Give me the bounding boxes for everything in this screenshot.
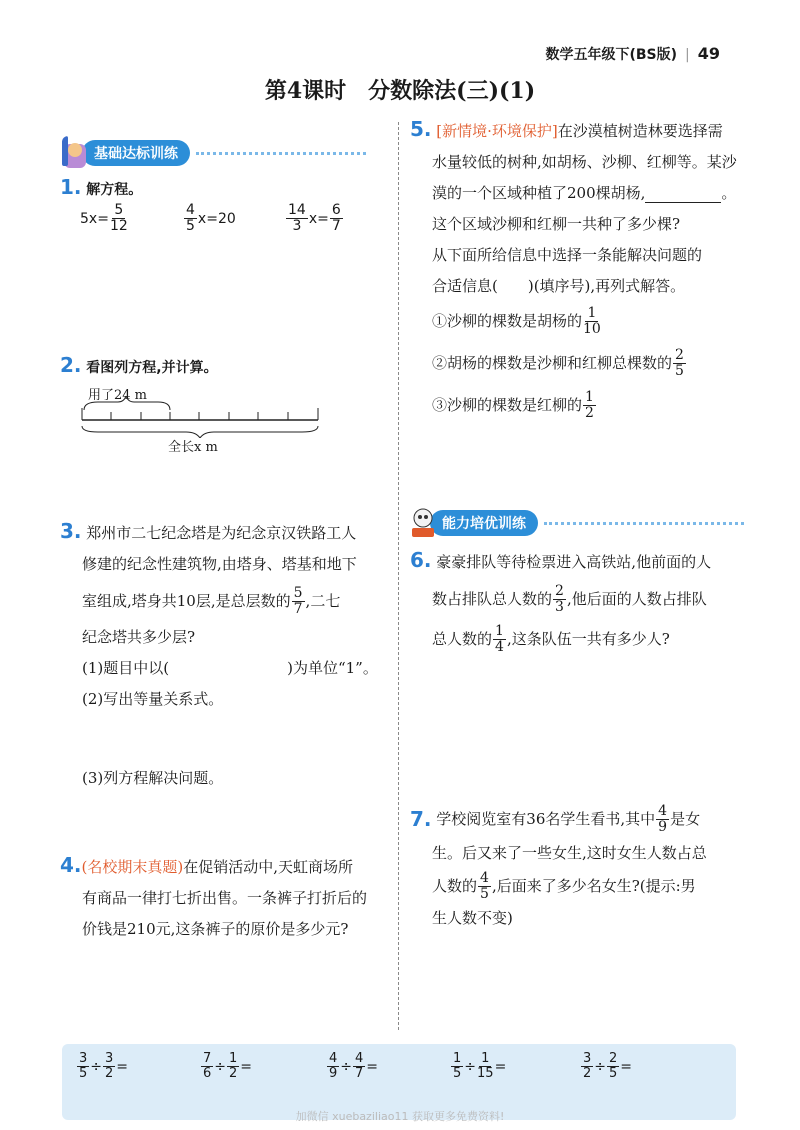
q6-line3a: 总人数的 — [432, 630, 493, 649]
question-7 — [410, 804, 750, 934]
calc4-a-den: 5 — [453, 1066, 462, 1082]
page-header: 数学五年级下(BS版) | 49 — [545, 44, 720, 63]
diagram-total-label: 全长x m — [168, 440, 218, 455]
q5-line3 — [410, 178, 750, 209]
q5-tag: [新情境·环境保护] — [436, 122, 558, 140]
divide-sign: ÷ — [340, 1058, 353, 1075]
banner-dots — [196, 152, 366, 155]
q5-option1 — [410, 306, 750, 338]
q7-line1b: 是女 — [670, 810, 701, 829]
question-5 — [410, 114, 750, 421]
q5-line1: 在沙漠植树造林要选择需 — [557, 122, 723, 140]
banner-dots-2 — [544, 522, 744, 525]
question-2 — [60, 350, 218, 384]
q5-o2-den: 5 — [675, 363, 684, 380]
equals-sign: = — [366, 1058, 379, 1075]
q7-line1 — [410, 804, 750, 836]
q7-line3a: 人数的 — [432, 877, 478, 896]
eq2-rhs: x=20 — [197, 210, 236, 227]
q7-frac1-den: 9 — [658, 819, 668, 836]
q5-o3-den: 2 — [585, 404, 594, 421]
page-number: 49 — [697, 44, 720, 63]
eq3-num2: 6 — [331, 202, 341, 218]
q6-line2 — [410, 584, 750, 616]
q3-line3b: ,二七 — [305, 592, 341, 611]
q4-number: 4. — [60, 853, 82, 877]
q7-frac2-den: 5 — [480, 886, 489, 903]
q1-number: 1. — [60, 175, 82, 199]
q4-tag: (名校期末真题) — [81, 858, 184, 876]
q6-line3 — [410, 624, 750, 656]
cat-mascot-icon — [62, 136, 88, 170]
q6-frac1-num: 2 — [555, 583, 564, 599]
divide-sign: ÷ — [214, 1058, 227, 1075]
calc5-b-num: 2 — [609, 1051, 618, 1066]
q6-line2b: ,他后面的人数占排队 — [566, 590, 707, 609]
q5-option2 — [410, 348, 750, 380]
q4-line1: 在促销活动中,天虹商场所 — [183, 858, 354, 876]
segment-diagram — [78, 396, 323, 438]
equals-sign: = — [240, 1058, 253, 1075]
q3-line3 — [60, 586, 390, 618]
q6-frac2-den: 4 — [495, 639, 504, 656]
equals-sign: = — [620, 1058, 633, 1075]
equals-sign: = — [494, 1058, 507, 1075]
divide-sign: ÷ — [594, 1058, 607, 1075]
q5-line4: 这个区域沙柳和红柳一共种了多少棵? — [432, 215, 681, 233]
question-4 — [60, 850, 395, 945]
diagram-used-label: 用了24 m — [88, 388, 148, 403]
q5-o3-num: 1 — [585, 388, 594, 405]
q5-number: 5. — [410, 117, 432, 141]
q7-line3 — [410, 871, 750, 903]
q7-number: 7. — [410, 807, 432, 832]
q5-option3-text: ③沙柳的棵数是红柳的 — [432, 395, 583, 414]
calc5-a-den: 2 — [583, 1066, 592, 1082]
divide-sign: ÷ — [90, 1058, 103, 1075]
calc4-a-num: 1 — [453, 1051, 462, 1066]
q5-line6: 合适信息( )(填序号),再列式解答。 — [432, 277, 686, 295]
eq3-den: 3 — [292, 218, 302, 235]
calc1-a-num: 3 — [79, 1051, 88, 1066]
column-divider — [398, 122, 399, 1030]
eq3-mid: x= — [308, 210, 329, 227]
eq1-den: 12 — [109, 218, 128, 235]
calc3-a-den: 9 — [329, 1066, 338, 1082]
eq3-den2: 7 — [331, 218, 341, 235]
q5-o1-den: 10 — [583, 321, 601, 338]
calc4-b-num: 1 — [481, 1051, 490, 1066]
q3-sub3: (3)列方程解决问题。 — [82, 768, 224, 787]
watermark: 加微信 xuebaziliao11 获取更多免费资料! — [295, 1110, 505, 1123]
eq2-den: 5 — [186, 218, 195, 235]
calc-item-1 — [76, 1052, 128, 1082]
q7-line2: 生。后又来了一些女生,这时女生人数占总 — [432, 843, 707, 862]
eq2-num: 4 — [186, 202, 195, 218]
calc5-b-den: 5 — [609, 1066, 618, 1082]
q5-answer-blank[interactable] — [645, 184, 721, 203]
q3-frac-den: 7 — [293, 601, 303, 618]
q6-line3b: ,这条队伍一共有多少人? — [506, 630, 670, 649]
calc-item-5 — [580, 1052, 632, 1082]
q4-line2: 有商品一律打七折出售。一条裤子打折后的 — [82, 889, 368, 907]
q5-option2-text: ②胡杨的棵数是沙柳和红柳总棵数的 — [432, 354, 673, 373]
q3-frac-num: 5 — [293, 585, 303, 601]
book-title: 数学五年级下(BS版) — [545, 47, 678, 63]
calc-item-4 — [450, 1052, 506, 1082]
calc1-b-num: 3 — [105, 1051, 114, 1066]
q3-line4: 纪念塔共多少层? — [82, 627, 196, 646]
q5-o2-num: 2 — [675, 346, 684, 363]
question-3 — [60, 516, 390, 794]
q3-sub1b: )为单位“1”。 — [287, 658, 378, 677]
q3-line2: 修建的纪念性建筑物,由塔身、塔基和地下 — [82, 555, 357, 573]
segment-ticks — [82, 408, 318, 420]
banner-basic-label: 基础达标训练 — [82, 140, 190, 166]
q5-option3 — [410, 390, 750, 422]
q3-line3a: 室组成,塔身共10层,是总层数的 — [82, 592, 291, 611]
q7-line3b: ,后面来了多少名女生?(提示:男 — [491, 877, 696, 896]
divide-sign: ÷ — [464, 1058, 477, 1075]
q5-o1-num: 1 — [587, 305, 597, 321]
eq1-lhs: 5x= — [80, 210, 109, 227]
q2-text: 看图列方程,并计算。 — [86, 360, 218, 376]
calc4-b-den: 15 — [477, 1066, 494, 1082]
q7-line4: 生人数不变) — [432, 908, 513, 927]
q3-sub1 — [60, 653, 390, 684]
calc2-b-num: 1 — [229, 1051, 238, 1066]
q1-eq1 — [80, 203, 129, 235]
calc5-a-num: 3 — [583, 1051, 592, 1066]
q7-frac1-num: 4 — [658, 803, 668, 819]
used-brace — [84, 396, 170, 410]
q4-line3: 价钱是210元,这条裤子的原价是多少元? — [82, 920, 349, 938]
calc2-a-den: 6 — [203, 1066, 212, 1082]
q3-line1: 郑州市二七纪念塔是为纪念京汉铁路工人 — [86, 524, 357, 542]
calc1-a-den: 5 — [79, 1066, 88, 1082]
calc2-a-num: 7 — [203, 1051, 212, 1066]
q5-option1-text: ①沙柳的棵数是胡杨的 — [432, 312, 583, 331]
q1-eq2 — [183, 203, 236, 235]
calc3-a-num: 4 — [329, 1051, 338, 1066]
q6-line2a: 数占排队总人数的 — [432, 590, 553, 609]
calc-item-3 — [326, 1052, 378, 1082]
banner-advanced-label: 能力培优训练 — [430, 510, 538, 536]
q2-number: 2. — [60, 353, 82, 377]
q3-sub1a: (1)题目中以( — [82, 658, 170, 677]
calc2-b-den: 2 — [229, 1066, 238, 1082]
q6-line1: 豪豪排队等待检票进入高铁站,他前面的人 — [436, 553, 712, 571]
eq1-num: 5 — [114, 202, 124, 218]
question-1 — [60, 172, 142, 206]
q5-line3-text: 漠的一个区域种植了200棵胡杨, — [432, 184, 646, 202]
equals-sign: = — [116, 1058, 129, 1075]
eq3-num: 14 — [288, 202, 306, 218]
q1-eq3 — [285, 203, 344, 235]
q6-frac2-num: 1 — [495, 622, 504, 639]
calc-item-2 — [200, 1052, 252, 1082]
q6-frac1-den: 3 — [555, 599, 564, 616]
page-title: 第4课时 分数除法(三)(1) — [264, 78, 536, 104]
q1-text: 解方程。 — [86, 182, 143, 198]
calc3-b-num: 4 — [355, 1051, 364, 1066]
q5-line3-end: 。 — [721, 184, 737, 202]
banner-advanced — [410, 506, 744, 540]
q7-line1a: 学校阅览室有36名学生看书,其中 — [436, 810, 656, 829]
q5-line2: 水量较低的树种,如胡杨、沙柳、红柳等。某沙 — [432, 153, 737, 171]
q7-frac2-num: 4 — [480, 869, 489, 886]
q3-number: 3. — [60, 519, 82, 543]
calc3-b-den: 7 — [355, 1066, 364, 1082]
q3-sub2: (2)写出等量关系式。 — [82, 689, 224, 708]
reader-mascot-icon — [410, 506, 436, 540]
calc1-b-den: 2 — [105, 1066, 114, 1082]
q6-number: 6. — [410, 548, 432, 572]
question-6 — [410, 545, 750, 656]
q5-line5: 从下面所给信息中选择一条能解决问题的 — [432, 246, 703, 264]
banner-basic — [62, 136, 366, 170]
